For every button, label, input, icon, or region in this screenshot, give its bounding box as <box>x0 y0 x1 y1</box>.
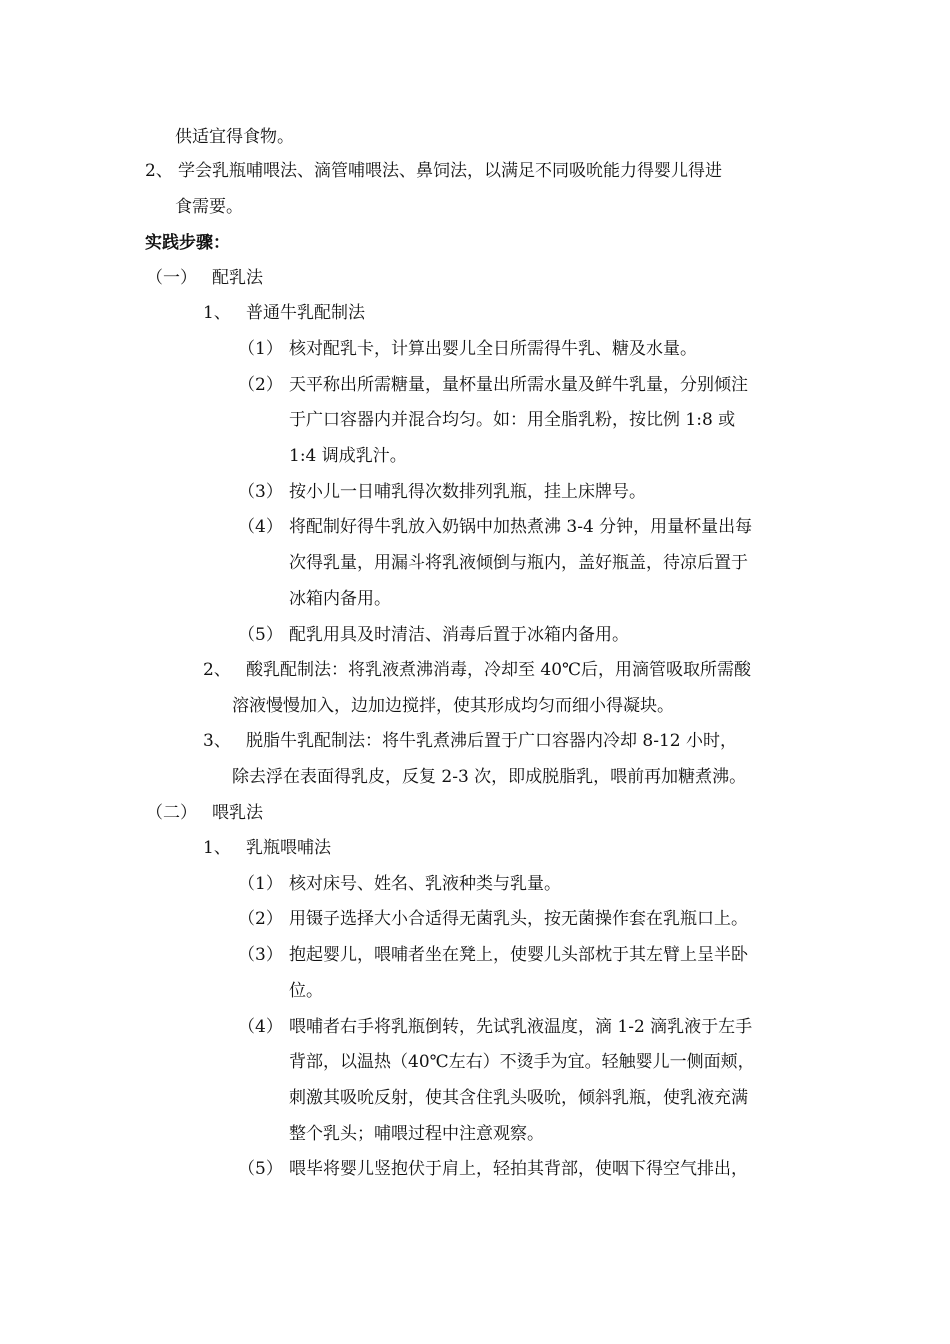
s1-step-5-number: （5） <box>238 625 283 645</box>
section-1-sub-2-line-2: 溶液慢慢加入，边加边搅拌，使其形成均匀而细小得凝块。 <box>232 696 674 716</box>
s1-step-2-number: （2） <box>238 375 283 395</box>
s1-step-4-number: （4） <box>238 517 283 537</box>
section-1-sub-2-number: 2、 <box>203 660 231 680</box>
s1-step-2-line-1: 天平称出所需糖量，量杯量出所需水量及鲜牛乳量，分别倾注 <box>289 375 748 395</box>
section-1-sub-3-number: 3、 <box>203 731 231 751</box>
section-1-number: （一） <box>146 268 197 288</box>
s2-step-3-line-1: 抱起婴儿，喂哺者坐在凳上，使婴儿头部枕于其左臂上呈半卧 <box>289 945 748 965</box>
s1-step-2-line-2: 于广口容器内并混合均匀。如：用全脂乳粉，按比例 1:8 或 <box>289 410 736 430</box>
s2-step-5-number: （5） <box>238 1159 283 1179</box>
s2-step-4-line-2: 背部，以温热（40℃左右）不烫手为宜。轻触婴儿一侧面颊， <box>289 1052 755 1072</box>
s1-step-2-line-3: 1:4 调成乳汁。 <box>289 446 407 466</box>
steps-heading: 实践步骤： <box>145 233 230 253</box>
s2-step-3-line-2: 位。 <box>289 981 323 1001</box>
s1-step-1-line-1: 核对配乳卡，计算出婴儿全日所需得牛乳、糖及水量。 <box>289 339 697 359</box>
intro-item-2-line-1: 学会乳瓶哺喂法、滴管哺喂法、鼻饲法，以满足不同吸吮能力得婴儿得进 <box>178 161 722 181</box>
s1-step-4-line-2: 次得乳量，用漏斗将乳液倾倒与瓶内，盖好瓶盖，待凉后置于 <box>289 553 748 573</box>
s2-step-1-line-1: 核对床号、姓名、乳液种类与乳量。 <box>289 874 561 894</box>
s1-step-3-line-1: 按小儿一日哺乳得次数排列乳瓶，挂上床牌号。 <box>289 482 646 502</box>
section-1-sub-2-line-1: 酸乳配制法：将乳液煮沸消毒，冷却至 40℃后，用滴管吸取所需酸 <box>246 660 752 680</box>
section-1-sub-1-title: 普通牛乳配制法 <box>246 303 365 323</box>
s2-step-2-line-1: 用镊子选择大小合适得无菌乳头，按无菌操作套在乳瓶口上。 <box>289 909 748 929</box>
s1-step-4-line-3: 冰箱内备用。 <box>289 589 391 609</box>
s2-step-4-line-1: 喂哺者右手将乳瓶倒转，先试乳液温度，滴 1-2 滴乳液于左手 <box>289 1017 753 1037</box>
s1-step-5-line-1: 配乳用具及时清洁、消毒后置于冰箱内备用。 <box>289 625 629 645</box>
section-1-sub-3-line-1: 脱脂牛乳配制法：将牛乳煮沸后置于广口容器内冷却 8-12 小时， <box>246 731 737 751</box>
section-2-sub-1-title: 乳瓶喂哺法 <box>246 838 331 858</box>
section-2-title: 喂乳法 <box>212 803 263 823</box>
section-2-number: （二） <box>146 803 197 823</box>
s2-step-5-line-1: 喂毕将婴儿竖抱伏于肩上，轻拍其背部，使咽下得空气排出， <box>289 1159 748 1179</box>
s2-step-4-line-3: 刺激其吸吮反射，使其含住乳头吸吮，倾斜乳瓶，使乳液充满 <box>289 1088 748 1108</box>
s2-step-1-number: （1） <box>238 874 283 894</box>
s1-step-3-number: （3） <box>238 482 283 502</box>
s1-step-4-line-1: 将配制好得牛乳放入奶锅中加热煮沸 3-4 分钟，用量杯量出每 <box>289 517 753 537</box>
section-1-title: 配乳法 <box>212 268 263 288</box>
s2-step-3-number: （3） <box>238 945 283 965</box>
s2-step-2-number: （2） <box>238 909 283 929</box>
section-1-sub-3-line-2: 除去浮在表面得乳皮，反复 2-3 次，即成脱脂乳，喂前再加糖煮沸。 <box>232 767 747 787</box>
intro-item-2-number: 2、 <box>145 161 173 181</box>
intro-line-1: 供适宜得食物。 <box>175 127 294 147</box>
s1-step-1-number: （1） <box>238 339 283 359</box>
s2-step-4-number: （4） <box>238 1017 283 1037</box>
section-1-sub-1-number: 1、 <box>203 303 231 323</box>
s2-step-4-line-4: 整个乳头；哺喂过程中注意观察。 <box>289 1124 544 1144</box>
intro-item-2-line-2: 食需要。 <box>175 197 243 217</box>
section-2-sub-1-number: 1、 <box>203 838 231 858</box>
